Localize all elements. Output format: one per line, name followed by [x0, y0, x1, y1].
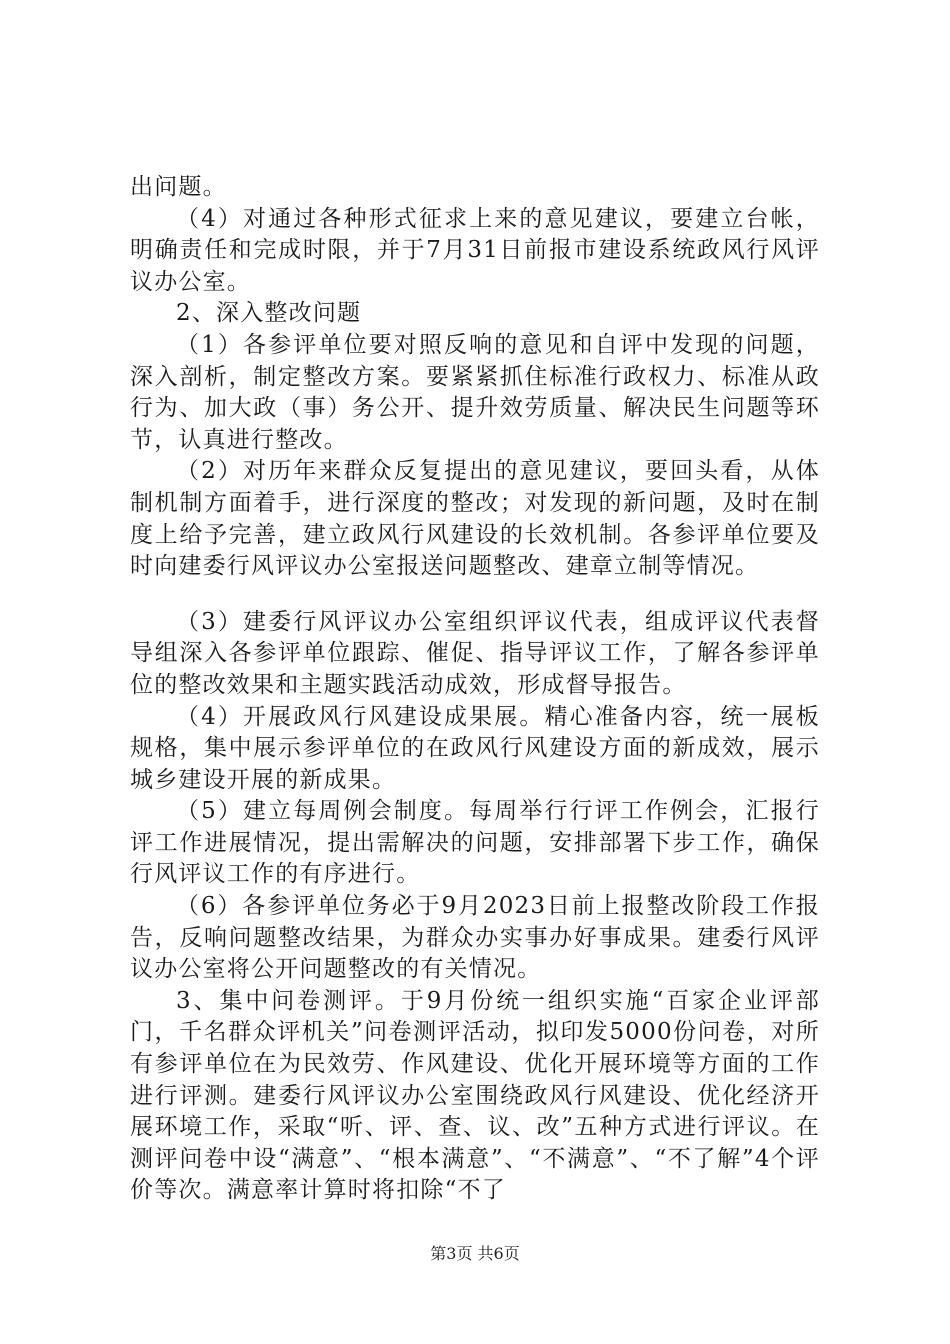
- paragraph-item-4-exhibition: （4）开展政风行风建设成果展。精心准备内容，统一展板规格，集中展示参评单位的在政风行风建设方面的新成效，展示城乡建设开展的新成果。: [130, 703, 820, 793]
- paragraph-section-3-questionnaire: 3、集中问卷测评。于9月份统一组织实施“百家企业评部门，千名群众评机关”问卷测评活动，拟印发5000份问卷，对所有参评单位在为民效劳、作风建设、优化开展环境等方面的工作进行评测。建委行风评议办公室围绕政风行风建设、优化经济开展环境工作，采取“听、评、查、议、改”五种方式进行评议。在测评问卷中设“满意”、“根本满意”、“不满意”、“不了解”4个评价等次。满意率计算时将扣除“不了: [130, 987, 820, 1204]
- paragraph-item-1-rectification-plan: （1）各参评单位要对照反响的意见和自评中发现的问题，深入剖析，制定整改方案。要紧紧抓住标准行政权力、标准从政行为、加大政（事）务公开、提升效劳质量、解决民生问题等环节，认真进行整改。: [130, 331, 820, 453]
- page-number-footer: 第3页 共6页: [430, 1244, 520, 1263]
- document-body: [130, 172, 820, 1207]
- section-heading-rectification: 2、深入整改问题: [176, 300, 362, 327]
- paragraph-gap: [130, 583, 820, 607]
- paragraph-continuation: 出问题。: [130, 174, 227, 200]
- paragraph-item-3-supervision: （3）建委行风评议办公室组织评议代表，组成评议代表督导组深入各参评单位跟踪、催促、指导评议工作，了解各参评单位的整改效果和主题实践活动成效，形成督导报告。: [130, 608, 820, 698]
- paragraph-item-6-report-deadline: （6）各参评单位务必于9月2023日前上报整改阶段工作报告，反响问题整改结果，为群众办实事办好事成果。建委行风评议办公室将公开问题整改的有关情况。: [130, 893, 820, 983]
- paragraph-item-4-feedback-ledger: （4）对通过各种形式征求上来的意见建议，要建立台帐，明确责任和完成时限，并于7月31日前报市建设系统政风行风评议办公室。: [130, 205, 820, 295]
- paragraph-item-5-weekly-meeting: （5）建立每周例会制度。每周举行行评工作例会，汇报行评工作进展情况，提出需解决的问题，安排部署下步工作，确保行风评议工作的有序进行。: [130, 798, 820, 888]
- paragraph-item-2-long-term-mechanism: （2）对历年来群众反复提出的意见建议，要回头看，从体制机制方面着手，进行深度的整改；对发现的新问题，及时在制度上给予完善，建立政风行风建设的长效机制。各参评单位要及时向建委行风评议办公室报送问题整改、建章立制等情况。: [130, 458, 820, 580]
